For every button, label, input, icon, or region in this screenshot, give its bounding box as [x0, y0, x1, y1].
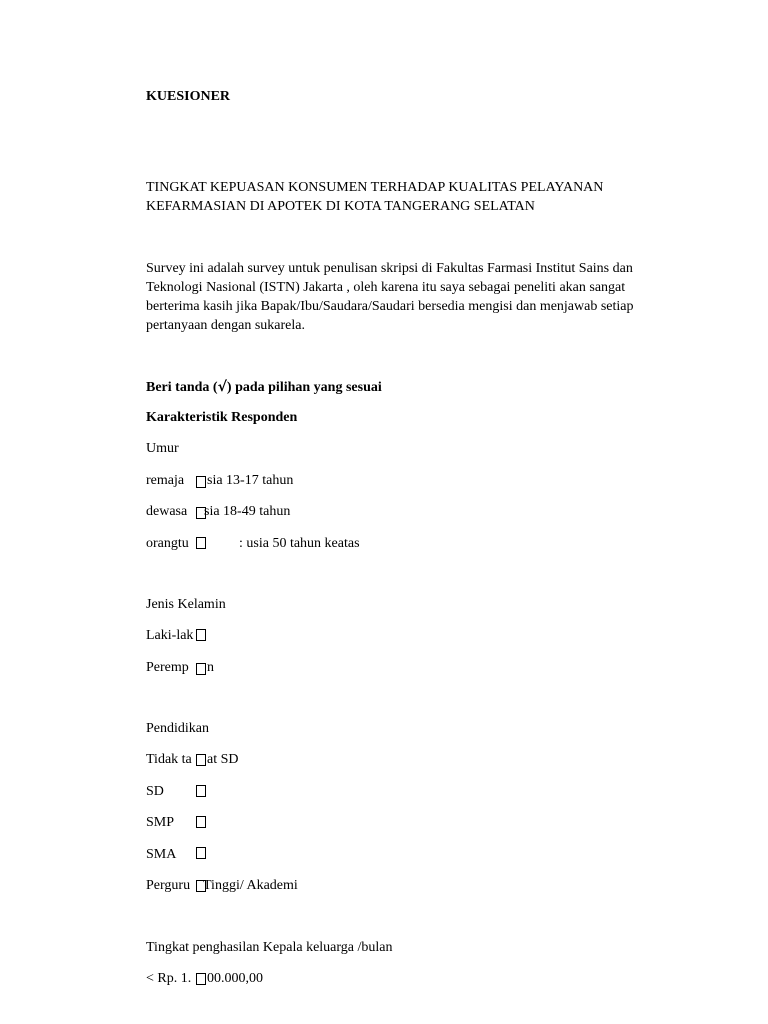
income-checkbox[interactable] — [196, 973, 206, 985]
income-option-left: < Rp. 1. — [146, 971, 192, 986]
age-label: Umur — [146, 441, 179, 456]
education-option-left: SMP — [146, 815, 175, 830]
education-option-left: Perguru — [146, 878, 191, 893]
gender-checkbox[interactable] — [196, 629, 206, 641]
age-option-right: sia 13-17 tahun — [207, 473, 294, 488]
education-option-left: SMA — [146, 847, 177, 862]
age-option-left: dewasa — [146, 504, 188, 519]
age-option-right: sia 18-49 tahun — [204, 504, 291, 519]
income-option-right: 00.000,00 — [207, 971, 263, 986]
age-option-left: orangtu — [146, 536, 189, 551]
education-label: Pendidikan — [146, 721, 209, 736]
instruction — [146, 378, 382, 397]
education-option-left: SD — [146, 784, 164, 799]
gender-option-left: Peremp — [146, 660, 189, 675]
document-heading: KUESIONER — [146, 89, 231, 104]
education-checkbox[interactable] — [196, 847, 206, 859]
gender-label: Jenis Kelamin — [146, 597, 226, 612]
intro-paragraph: Survey ini adalah survey untuk penulisan skripsi di Fakultas Farmasi Institut Sains dan Teknologi Nasional (ISTN) Jakarta , oleh karena itu saya sebagai peneliti akan sangat berterima kasih jika Bapak/Ibu/Saudara/Saudari bersedia mengisi dan menjawab setiap pertanyaan dengan sukarela. — [146, 261, 634, 333]
check-mark-icon: √ — [217, 379, 227, 395]
instruction-after: ) pada pilihan yang sesuai — [226, 380, 382, 395]
education-checkbox[interactable] — [196, 816, 206, 828]
income-label: Tingkat penghasilan Kepala keluarga /bulan — [146, 940, 393, 955]
age-option-right: : usia 50 tahun keatas — [239, 536, 360, 551]
education-option-right: Tinggi/ Akademi — [203, 878, 298, 893]
instruction-before: Beri tanda ( — [146, 380, 218, 395]
gender-option-right: n — [207, 660, 214, 675]
education-checkbox[interactable] — [196, 754, 206, 766]
education-option-right: at SD — [207, 752, 239, 767]
age-option-left: remaja — [146, 473, 185, 488]
gender-option-left: Laki-lak — [146, 628, 194, 643]
education-option-left: Tidak ta — [146, 752, 192, 767]
age-checkbox[interactable] — [196, 476, 206, 488]
age-checkbox[interactable] — [196, 537, 206, 549]
section-title: Karakteristik Responden — [146, 410, 298, 425]
gender-checkbox[interactable] — [196, 663, 206, 675]
education-checkbox[interactable] — [196, 785, 206, 797]
title-line-2: KEFARMASIAN DI APOTEK DI KOTA TANGERANG SELATAN — [146, 199, 535, 214]
title-line-1: TINGKAT KEPUASAN KONSUMEN TERHADAP KUALITAS PELAYANAN — [146, 180, 604, 195]
